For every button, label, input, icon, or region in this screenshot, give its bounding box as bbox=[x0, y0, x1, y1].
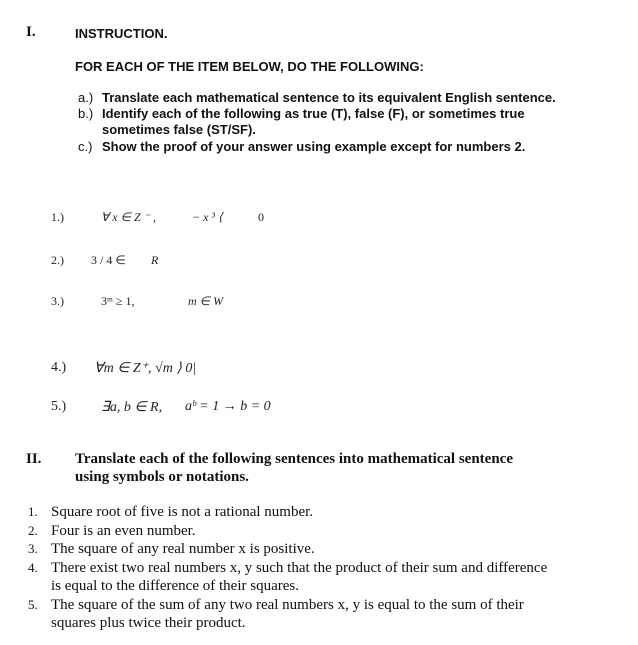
item-3-expr-b: m ∈ W bbox=[188, 294, 224, 308]
list-item-text-continued: is equal to the difference of their squares. bbox=[51, 578, 299, 594]
item-4-label: 4.) bbox=[51, 360, 67, 375]
section-1-numeral: I. bbox=[26, 24, 36, 40]
section-1-subheading: FOR EACH OF THE ITEM BELOW, DO THE FOLLOWING: bbox=[75, 59, 424, 74]
item-3-label: 3.) bbox=[51, 294, 64, 308]
list-item-text: Square root of five is not a rational number. bbox=[51, 504, 314, 520]
section-2-heading-line-2: using symbols or notations. bbox=[75, 469, 249, 485]
list-item-number: 4. bbox=[28, 559, 38, 575]
list-item bbox=[28, 596, 547, 633]
item-1-expr-b: − x ³ ⟨ bbox=[192, 210, 223, 224]
list-item-text: There exist two real numbers x, y such that the product of their sum and difference bbox=[51, 559, 548, 576]
list-item-text: The square of any real number x is positive. bbox=[51, 541, 315, 557]
step-a-text: Translate each mathematical sentence to its equivalent English sentence. bbox=[102, 90, 556, 105]
list-item-text: The square of the sum of any two real numbers x, y is equal to the sum of their bbox=[51, 596, 524, 613]
list-item-number: 5. bbox=[28, 596, 38, 612]
item-2-expr-a: 3 / 4 ∈ bbox=[91, 253, 126, 267]
item-1-label: 1.) bbox=[51, 210, 64, 224]
item-5-expr-a: ∃a, b ∈ R, bbox=[101, 400, 163, 415]
item-2-expr-b: R bbox=[151, 253, 159, 267]
item-5-expr-b: aᵇ = 1 → b = 0 bbox=[185, 399, 271, 414]
list-item-number: 2. bbox=[28, 522, 38, 538]
step-a-marker: a.) bbox=[78, 90, 94, 105]
list-item-number: 1. bbox=[28, 504, 38, 519]
section-2-numeral: II. bbox=[26, 451, 42, 467]
list-item bbox=[28, 540, 547, 559]
list-item bbox=[28, 503, 547, 522]
section-2-list bbox=[28, 503, 547, 633]
section-2-heading-line-1: Translate each of the following sentences into mathematical sentence bbox=[75, 451, 513, 467]
item-4-expr: ∀m ∈ Z⁺, √m ⟩ 0| bbox=[94, 361, 197, 376]
section-1-heading: INSTRUCTION. bbox=[75, 26, 168, 41]
item-2-label: 2.) bbox=[51, 253, 64, 267]
step-b-text-line-2: sometimes false (ST/SF). bbox=[102, 122, 256, 137]
list-item bbox=[28, 522, 547, 541]
step-b-marker: b.) bbox=[78, 106, 94, 121]
list-item-text: Four is an even number. bbox=[51, 522, 196, 539]
item-5-label: 5.) bbox=[51, 399, 67, 414]
item-3-expr-a: 3ᵐ ≥ 1, bbox=[101, 294, 135, 308]
list-item-number: 3. bbox=[28, 541, 38, 556]
step-b-text-line-1: Identify each of the following as true (T), false (F), or sometimes true bbox=[102, 106, 525, 121]
step-c-text: Show the proof of your answer using example except for numbers 2. bbox=[102, 139, 526, 154]
step-c-marker: c.) bbox=[78, 139, 93, 154]
list-item bbox=[28, 559, 547, 596]
item-1-expr-a: ∀ x ∈ Z ⁻ , bbox=[101, 210, 156, 224]
item-1-expr-c: 0 bbox=[258, 210, 264, 224]
list-item-text-continued: squares plus twice their product. bbox=[51, 615, 246, 631]
